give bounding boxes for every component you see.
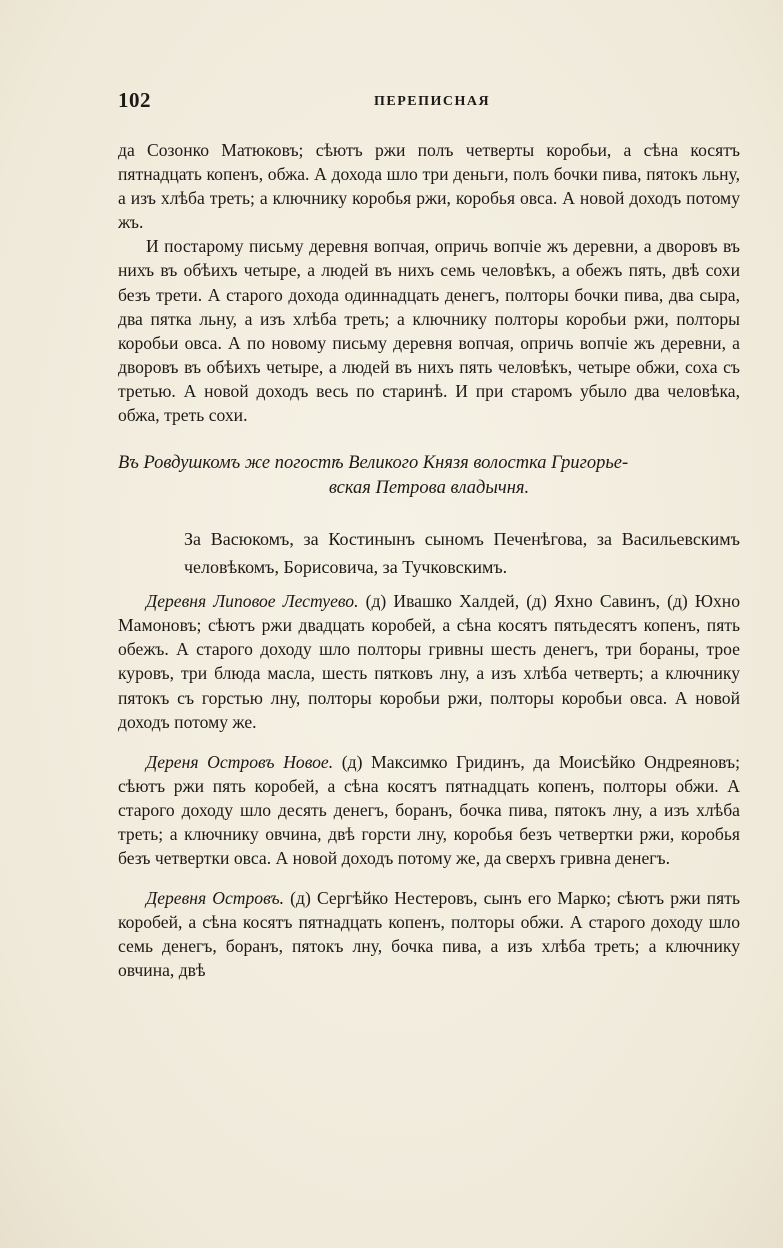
village-name: Деревня Липовое Лестуево. xyxy=(146,591,359,612)
body-text xyxy=(118,138,740,983)
page-number: 102 xyxy=(118,88,151,112)
village-entry xyxy=(118,750,740,870)
running-head: ПЕРЕПИСНАЯ xyxy=(374,94,491,109)
subheading: За Васюкомъ, за Костинынъ сыномъ Печенѣгова, за Васильевскимъ человѣкомъ, Борисовича, за Тучковскимъ. xyxy=(184,529,740,578)
section-heading-line: Въ Ровдушкомъ же погостѣ Великого Князя волостка Григорье- xyxy=(118,453,629,474)
paragraph: И постарому письму деревня вопчая, опричь вопчіе жъ деревни, а дворовъ въ нихъ въ обѣихъ четыре, а людей въ нихъ семь человѣкъ, а обежъ пять, двѣ сохи безъ трети. А старого дохода одиннадцать денегъ, полторы бочки пива, два сыра, два пятка льну, а изъ хлѣба треть; а ключнику полторы коробьи ржи, полторы коробьи овса. А по новому письму деревня вопчая, опричь вопчіе жъ деревни, а дворовъ въ обѣихъ четыре, а людей въ нихъ пять человѣкъ, четыре обжи, соха съ третью. А новой доходъ весь по старинѣ. И при старомъ убыло два человѣка, обжа, треть сохи. xyxy=(118,236,740,426)
village-entry xyxy=(118,886,740,982)
village-name: Дереня Островъ Новое. xyxy=(146,751,334,772)
page-header xyxy=(118,88,735,118)
village-text: (д) Максимко Гридинъ, да Моисѣйко Ондреяновъ; сѣютъ ржи пять коробей, а сѣна косятъ пятнадцать копенъ, полторы обжи. А старого доходу шло десять денегъ, боранъ, бочка пива, пятокъ лну, а изъ хлѣба треть; а ключнику овчина, двѣ горсти лну, коробья безъ четвертки ржи, коробья безъ четвертки овса. А новой доходъ потому же, да сверхъ гривна денегъ. xyxy=(118,751,740,869)
village-name: Деревня Островъ. xyxy=(146,888,285,909)
village-entry xyxy=(118,589,740,734)
section-heading-line: вская Петрова владычня. xyxy=(328,478,530,499)
section-heading xyxy=(118,451,740,501)
village-text: (д) Сергѣйко Нестеровъ, сынъ его Марко; сѣютъ ржи пять коробей, а сѣна косятъ пятнадцать копенъ, полторы обжи. А старого доходу шло семь денегъ, боранъ, пятокъ лну, бочка пива, а изъ хлѣба треть; а ключнику овчина, двѣ xyxy=(118,888,740,981)
village-text: (д) Ивашко Халдей, (д) Яхно Савинъ, (д) Юхно Мамоновъ; сѣютъ ржи двадцать коробей, а сѣна косятъ пятьдесятъ копенъ, пять обежъ. А старого доходу шло полторы гривны шесть денегъ, три бораны, трое куровъ, три блюда масла, шесть пятковъ лну, а изъ хлѣба четверть; а ключнику пятокъ съ горстью лну, полторы коробьи ржи, полторы коробьи овса. А новой доходъ потому же. xyxy=(118,591,740,732)
paragraph: да Созонко Матюковъ; сѣютъ ржи полъ четверты коробьи, а сѣна косятъ пятнадцать копенъ, обжа. А дохода шло три деньги, полъ бочки пива, пятокъ льну, а изъ хлѣба треть; а ключнику коробья ржи, коробья овса. А новой доходъ потому жъ. xyxy=(118,140,740,233)
